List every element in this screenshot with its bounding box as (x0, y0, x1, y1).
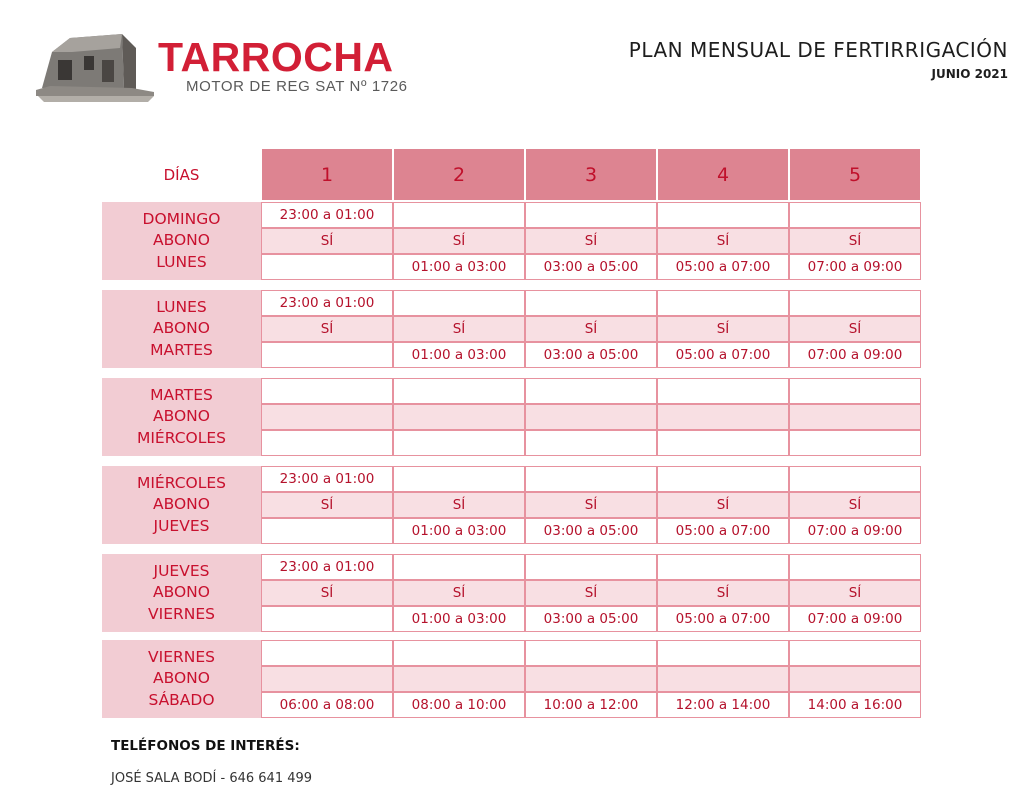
schedule-cell: SÍ (657, 316, 789, 342)
schedule-cell (525, 290, 657, 316)
schedule-cell: 03:00 a 05:00 (525, 254, 657, 280)
page-subtitle: JUNIO 2021 (931, 67, 1008, 81)
schedule-cell: SÍ (789, 316, 921, 342)
schedule-cell: SÍ (525, 580, 657, 606)
day-label: ABONO (153, 231, 210, 250)
schedule-cell (525, 466, 657, 492)
schedule-cell (261, 640, 393, 666)
schedule-cell: 05:00 a 07:00 (657, 606, 789, 632)
schedule-cell (657, 404, 789, 430)
schedule-cell: 10:00 a 12:00 (525, 692, 657, 718)
day-group-label (102, 378, 261, 456)
schedule-cell: 03:00 a 05:00 (525, 606, 657, 632)
schedule-cell (789, 666, 921, 692)
day-label: DOMINGO (142, 209, 221, 228)
day-label: ABONO (153, 495, 210, 514)
schedule-cell: SÍ (393, 316, 525, 342)
phones-title: TELÉFONOS DE INTERÉS: (111, 738, 300, 754)
schedule-cell (393, 430, 525, 456)
day-label: MIÉRCOLES (136, 473, 227, 492)
schedule-cell (657, 640, 789, 666)
day-group-label (102, 466, 261, 544)
days-column-header: DÍAS (163, 165, 200, 184)
schedule-cell (393, 378, 525, 404)
schedule-cell: SÍ (525, 228, 657, 254)
schedule-cell: 07:00 a 09:00 (789, 606, 921, 632)
column-header: 4 (657, 148, 789, 201)
day-label: JUEVES (153, 516, 210, 535)
schedule-cell (393, 290, 525, 316)
schedule-cell: 23:00 a 01:00 (261, 554, 393, 580)
day-label: VIERNES (148, 604, 215, 623)
schedule-cell: 03:00 a 05:00 (525, 342, 657, 368)
schedule-cell (525, 202, 657, 228)
schedule-cell (261, 666, 393, 692)
schedule-cell: SÍ (525, 316, 657, 342)
column-header: 3 (525, 148, 657, 201)
schedule-cell: 01:00 a 03:00 (393, 606, 525, 632)
schedule-cell: 23:00 a 01:00 (261, 290, 393, 316)
schedule-cell (657, 466, 789, 492)
schedule-cell (789, 378, 921, 404)
schedule-cell (261, 342, 393, 368)
brand-subtitle: MOTOR DE REG SAT Nº 1726 (186, 78, 408, 95)
schedule-cell: SÍ (789, 228, 921, 254)
day-label: ABONO (153, 319, 210, 338)
schedule-cell: 06:00 a 08:00 (261, 692, 393, 718)
schedule-cell (525, 554, 657, 580)
schedule-cell (261, 378, 393, 404)
day-group-label (102, 554, 261, 632)
schedule-cell: SÍ (393, 228, 525, 254)
day-label: JUEVES (153, 561, 210, 580)
schedule-cell: 07:00 a 09:00 (789, 518, 921, 544)
schedule-cell: 07:00 a 09:00 (789, 342, 921, 368)
day-label: MARTES (150, 340, 213, 359)
schedule-cell: SÍ (261, 228, 393, 254)
schedule-cell (657, 202, 789, 228)
schedule-cell: 01:00 a 03:00 (393, 342, 525, 368)
schedule-cell (393, 666, 525, 692)
schedule-cell: SÍ (789, 580, 921, 606)
schedule-cell (525, 404, 657, 430)
schedule-cell (789, 430, 921, 456)
schedule-cell (393, 466, 525, 492)
schedule-cell: 23:00 a 01:00 (261, 466, 393, 492)
schedule-cell (789, 554, 921, 580)
day-group-label (102, 640, 261, 718)
schedule-cell (261, 518, 393, 544)
schedule-cell: 23:00 a 01:00 (261, 202, 393, 228)
day-label: LUNES (156, 252, 207, 271)
day-group-label (102, 202, 261, 280)
schedule-cell (525, 430, 657, 456)
schedule-cell: SÍ (657, 492, 789, 518)
schedule-cell: 01:00 a 03:00 (393, 254, 525, 280)
schedule-cell: SÍ (525, 492, 657, 518)
schedule-cell (525, 666, 657, 692)
schedule-cell: 14:00 a 16:00 (789, 692, 921, 718)
day-label: SÁBADO (148, 690, 215, 709)
day-label: VIERNES (148, 647, 215, 666)
schedule-cell (789, 466, 921, 492)
schedule-cell: SÍ (261, 492, 393, 518)
schedule-cell (789, 640, 921, 666)
schedule-cell (657, 666, 789, 692)
schedule-cell: 01:00 a 03:00 (393, 518, 525, 544)
schedule-cell (393, 554, 525, 580)
schedule-cell: 05:00 a 07:00 (657, 254, 789, 280)
schedule-cell: 05:00 a 07:00 (657, 342, 789, 368)
schedule-cell (261, 430, 393, 456)
schedule-cell (657, 554, 789, 580)
schedule-cell (789, 290, 921, 316)
day-label: ABONO (153, 583, 210, 602)
column-header: 2 (393, 148, 525, 201)
day-label: LUNES (156, 297, 207, 316)
brand-name: TARROCHA (158, 34, 394, 80)
schedule-cell (393, 202, 525, 228)
day-group-label (102, 290, 261, 368)
schedule-cell: 08:00 a 10:00 (393, 692, 525, 718)
schedule-cell (657, 378, 789, 404)
page-title: PLAN MENSUAL DE FERTIRRIGACIÓN (628, 38, 1008, 62)
schedule-cell: SÍ (657, 580, 789, 606)
building-logo-icon (36, 30, 156, 108)
schedule-cell: 05:00 a 07:00 (657, 518, 789, 544)
schedule-cell (261, 254, 393, 280)
schedule-cell (525, 378, 657, 404)
day-label: MIÉRCOLES (136, 428, 227, 447)
phone-contact: JOSÉ SALA BODÍ - 646 641 499 (111, 771, 313, 786)
column-header: 1 (261, 148, 393, 201)
schedule-cell: 07:00 a 09:00 (789, 254, 921, 280)
schedule-cell: SÍ (261, 580, 393, 606)
schedule-cell: SÍ (657, 228, 789, 254)
schedule-cell: 03:00 a 05:00 (525, 518, 657, 544)
day-label: ABONO (153, 669, 210, 688)
brand-logo (36, 30, 408, 108)
schedule-cell (789, 404, 921, 430)
day-label: MARTES (150, 385, 213, 404)
schedule-cell (261, 404, 393, 430)
schedule-cell (261, 606, 393, 632)
day-label: ABONO (153, 407, 210, 426)
schedule-cell: SÍ (393, 580, 525, 606)
column-header: 5 (789, 148, 921, 201)
schedule-cell: SÍ (789, 492, 921, 518)
schedule-cell (789, 202, 921, 228)
schedule-cell (393, 640, 525, 666)
schedule-cell (657, 290, 789, 316)
schedule-cell (657, 430, 789, 456)
schedule-cell: SÍ (393, 492, 525, 518)
schedule-cell: 12:00 a 14:00 (657, 692, 789, 718)
schedule-cell: SÍ (261, 316, 393, 342)
schedule-cell (393, 404, 525, 430)
schedule-cell (525, 640, 657, 666)
